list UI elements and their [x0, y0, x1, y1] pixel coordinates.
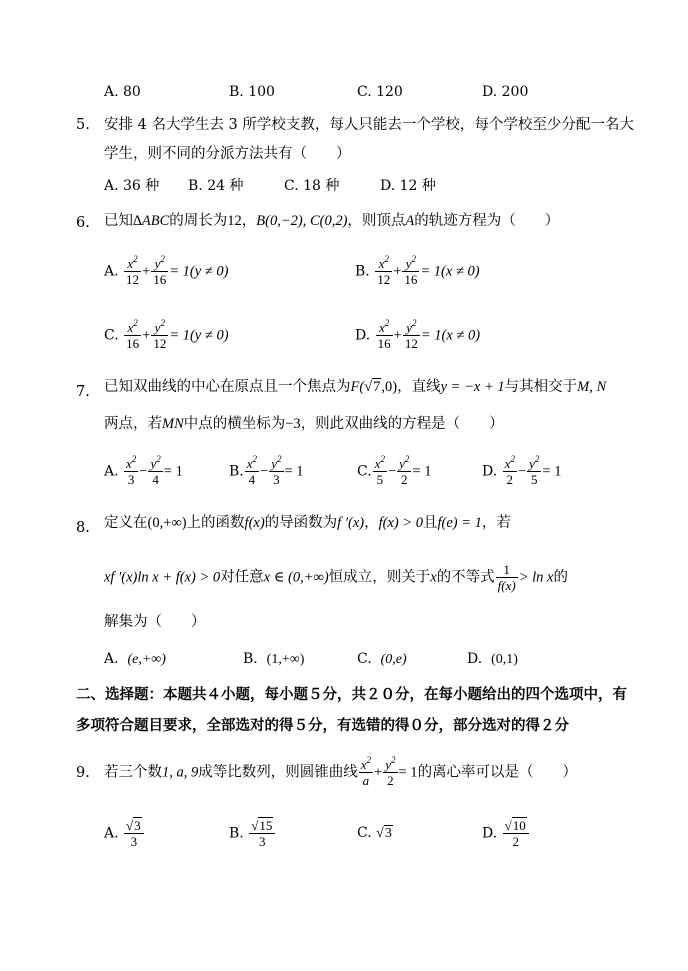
option-label: A.	[104, 651, 119, 667]
option-label: B.	[243, 651, 258, 667]
denominator: 16	[404, 272, 418, 287]
fraction: $\frac{y^2}{4}$	[150, 453, 161, 487]
fraction: $\frac{y^2}{2}$	[385, 754, 396, 788]
option-label: C.	[357, 825, 372, 841]
denominator: 2	[503, 833, 529, 849]
fraction: $\frac{y^2}{16}$	[404, 253, 418, 287]
denominator: 12	[126, 272, 140, 287]
fraction: $\frac{x^2}{4}$	[246, 453, 258, 487]
q7-focus: F(	[350, 379, 365, 395]
option-value: (0,e)	[380, 652, 407, 667]
denominator: 2	[503, 471, 517, 487]
q6-option-d: D. $\frac{x^2}{16}$ + $\frac{y^2}{12}$ = 1(x ≠ 0)	[355, 317, 481, 351]
denominator: 5	[527, 471, 541, 487]
q5-text-line2: 学生，则不同的分派方法共有（ ）	[104, 146, 351, 162]
fraction: $\frac{y^2}{3}$	[271, 453, 282, 487]
q8-option-d	[467, 652, 518, 667]
equals-one: = 1	[542, 463, 562, 480]
q5-option-a: A. 36 种	[104, 178, 160, 194]
q8-derivative: f ′(x)	[337, 515, 365, 531]
q8-text: 的不等式	[436, 569, 495, 586]
radicand: 15	[259, 818, 273, 833]
q6-triangle: ∆ABC	[133, 213, 170, 229]
q7-text: 两点，若	[104, 416, 162, 432]
q6-option-b: B. $\frac{x^2}{12}$ + $\frac{y^2}{16}$ = 1(x ≠ 0)	[355, 253, 480, 287]
denominator: 16	[126, 336, 140, 351]
q9-numbers: 1, a, 9	[162, 764, 199, 781]
q9-text: 若三个数	[104, 764, 162, 781]
condition: = 1(y ≠ 0)	[169, 327, 229, 344]
option-label: B.	[355, 263, 370, 280]
q7-text: 已知双曲线的中心在原点且一个焦点为	[104, 379, 351, 395]
fraction	[496, 562, 518, 593]
q8-variable: x	[430, 569, 437, 586]
q6-points: B(0,−2), C(0,2)	[256, 213, 348, 229]
denominator: 5	[373, 471, 387, 487]
fraction: $\frac{y^2}{12}$	[153, 317, 167, 351]
condition: = 1(x ≠ 0)	[420, 327, 481, 344]
denominator: 3	[124, 471, 138, 487]
option-value: (0,1)	[491, 652, 518, 667]
q8-stem-line2	[104, 562, 568, 593]
q5-option-c: C. 18 种	[284, 178, 340, 194]
q8-text: 定义在	[104, 515, 148, 531]
q8-function: f(x)	[244, 515, 265, 531]
q7-option-d: D. $\frac{x^2}{2}$ − $\frac{y^2}{5}$ = 1	[482, 453, 562, 487]
fraction: $\frac{x^2}{16}$	[377, 317, 391, 351]
q7-segment: MN	[162, 416, 184, 432]
q9-number: 9.	[76, 765, 90, 781]
q7-option-c: C. $\frac{x^2}{5}$ − $\frac{y^2}{2}$ = 1	[357, 453, 432, 487]
q6-number: 6.	[76, 215, 90, 231]
denominator: 2	[383, 772, 397, 788]
q8-text: 恒成立，则关于	[328, 569, 431, 586]
fraction: $\frac{y^2}{5}$	[529, 453, 540, 487]
q7-option-b: B. $\frac{x^2}{4}$ − $\frac{y^2}{3}$ = 1	[229, 453, 304, 487]
q7-stem-line2	[104, 417, 504, 432]
radicand: 10	[512, 818, 526, 833]
fraction: $\frac{√10}{2}$	[503, 818, 529, 849]
fraction: $\frac{y^2}{12}$	[404, 317, 418, 351]
option-label: C.	[104, 327, 119, 344]
q8-option-c	[357, 652, 407, 667]
q4-option-a: A. 80	[104, 84, 141, 100]
denominator: 16	[377, 336, 391, 351]
q8-text: 上的函数	[186, 515, 245, 531]
q8-stem-line3: 解集为（ ）	[104, 614, 206, 630]
q5-number: 5.	[76, 117, 90, 133]
q5-option-d: D. 12 种	[380, 178, 436, 194]
q6-text: 已知	[104, 213, 133, 229]
condition: = 1(x ≠ 0)	[420, 263, 480, 280]
q9-text: 成等比数列，则圆锥曲线	[198, 764, 358, 781]
fraction: $\frac{√3}{3}$	[124, 818, 144, 849]
q8-inequality: xf ′(x)ln x + f(x) > 0	[104, 569, 221, 586]
q8-text: 的导函数为	[264, 515, 338, 531]
denominator: 4	[245, 471, 259, 487]
fraction: $\frac{y^2}{2}$	[399, 453, 410, 487]
q7-option-a: A. $\frac{x^2}{3}$ − $\frac{y^2}{4}$ = 1	[104, 453, 183, 487]
denominator: 4	[148, 471, 162, 487]
q9-option-c: C. √3	[357, 825, 392, 841]
option-label: A.	[104, 463, 119, 480]
numerator: 1	[503, 562, 510, 577]
equals-one: = 1	[398, 764, 418, 781]
q5-text-line1: 安排 4 名大学生去 3 所学校支教，每人只能去一个学校，每个学校至少分配一名大	[104, 117, 634, 133]
condition: = 1(y ≠ 0)	[169, 263, 229, 280]
q6-option-a: A. $\frac{x^2}{12}$ + $\frac{y^2}{16}$ = 1(y ≠ 0)	[104, 253, 229, 287]
q7-points: M, N	[577, 379, 607, 395]
q8-option-a	[104, 652, 166, 667]
q8-range: x ∈ (0,+∞)	[263, 569, 329, 586]
q4-option-d: D. 200	[482, 84, 529, 100]
option-label: D.	[355, 327, 371, 344]
q7-text: 中点的横坐标为	[183, 416, 286, 432]
q6-option-c: C. $\frac{x^2}{16}$ + $\frac{y^2}{12}$ = 1(y ≠ 0)	[104, 317, 229, 351]
fraction: $\frac{x^2}{12}$	[377, 253, 391, 287]
q6-perimeter: 12	[227, 213, 242, 229]
denominator: a	[359, 772, 373, 788]
option-label: D.	[482, 463, 498, 480]
section-heading-line2: 多项符合题目要求，全部选对的得５分，有选错的得０分，部分选对的得２分	[76, 717, 569, 734]
q8-stem-line1	[104, 516, 511, 531]
q7-text: ，则此双曲线的方程是（ ）	[300, 416, 504, 432]
q9-stem: 若三个数1, a, 9成等比数列，则圆锥曲线 $\frac{x^2}{a}$ + $\frac{y^2}{2}$ = 1的离心率可以是（ ）	[104, 754, 578, 788]
denominator: 12	[153, 336, 167, 351]
q9-option-d	[482, 818, 530, 849]
denominator: 3	[124, 833, 144, 849]
radicand: 7	[373, 379, 381, 395]
q7-stem-line1	[104, 380, 606, 395]
fraction: $\frac{y^2}{16}$	[153, 253, 167, 287]
option-label: B.	[229, 825, 244, 842]
q7-line-equation: y = −x + 1	[440, 379, 505, 395]
sqrt-symbol: √7	[364, 379, 381, 395]
q8-text: 且	[423, 515, 438, 531]
radicand: 3	[384, 826, 392, 841]
option-label: C.	[357, 463, 372, 480]
q4-option-b: B. 100	[229, 84, 275, 100]
q6-vertex: A	[405, 213, 415, 229]
q9-text: 的离心率可以是（ ）	[417, 764, 578, 781]
denominator: 3	[269, 471, 283, 487]
equals-one: = 1	[284, 463, 304, 480]
equals-one: = 1	[163, 463, 183, 480]
denominator: f(x)	[497, 578, 516, 593]
fraction: $\frac{x^2}{12}$	[126, 253, 140, 287]
q7-number: 7.	[76, 384, 90, 400]
denominator: 2	[397, 471, 411, 487]
option-label: C.	[357, 651, 372, 667]
option-label: D.	[467, 651, 483, 667]
fraction: $\frac{x^2}{2}$	[504, 453, 515, 487]
q9-option-b	[229, 818, 276, 849]
q8-text: 的	[553, 569, 568, 586]
q7-focus-end: ,0)	[381, 379, 398, 395]
q8-ln-compare: > ln x	[518, 569, 554, 586]
q5-option-b: B. 24 种	[188, 178, 244, 194]
option-label: A.	[104, 825, 119, 842]
option-label: D.	[482, 825, 498, 842]
fraction: $\frac{x^2}{5}$	[374, 453, 385, 487]
denominator: 16	[153, 272, 167, 287]
section-heading-line1: 二、选择题：本题共４小题，每小题５分，共２０分，在每小题给出的四个选项中，有	[76, 686, 627, 703]
q8-option-b	[243, 652, 304, 667]
q7-text: ，直线	[397, 379, 441, 395]
numerator: y	[385, 757, 391, 772]
option-value: (1,+∞)	[266, 652, 305, 667]
radicand: 3	[134, 818, 141, 833]
q7-value: −3	[285, 416, 301, 432]
q6-stem: 已知∆ABC的周长为12，B(0,−2), C(0,2)，则顶点A的轨迹方程为（ ）	[104, 213, 560, 229]
q8-number: 8.	[76, 520, 90, 536]
q8-condition: f(e) = 1	[437, 515, 482, 531]
fraction: $\frac{x^2}{3}$	[126, 453, 137, 487]
option-value: (e,+∞)	[127, 652, 166, 667]
q6-text: ，则顶点	[347, 213, 406, 229]
fraction: $\frac{x^2}{a}$	[360, 754, 372, 788]
denominator: 12	[404, 336, 418, 351]
q9-option-a	[104, 818, 145, 849]
fraction: $\frac{√15}{3}$	[249, 818, 275, 849]
q6-text: 的轨迹方程为（ ）	[414, 213, 560, 229]
fraction: $\frac{x^2}{16}$	[126, 317, 140, 351]
numerator: x	[360, 757, 367, 772]
equals-one: = 1	[412, 463, 432, 480]
denominator: 12	[377, 272, 391, 287]
q8-domain: (0,+∞)	[147, 515, 187, 531]
q8-text: ，若	[481, 515, 511, 531]
q8-condition: f(x) > 0	[378, 515, 423, 531]
q4-option-c: C. 120	[357, 84, 403, 100]
q8-text: ，	[364, 515, 379, 531]
option-label: A.	[104, 263, 119, 280]
q7-text: 与其相交于	[504, 379, 578, 395]
option-label: B.	[229, 463, 244, 480]
q6-text: 的周长为	[169, 213, 228, 229]
q8-text: 对任意	[220, 569, 264, 586]
denominator: 3	[249, 833, 275, 849]
